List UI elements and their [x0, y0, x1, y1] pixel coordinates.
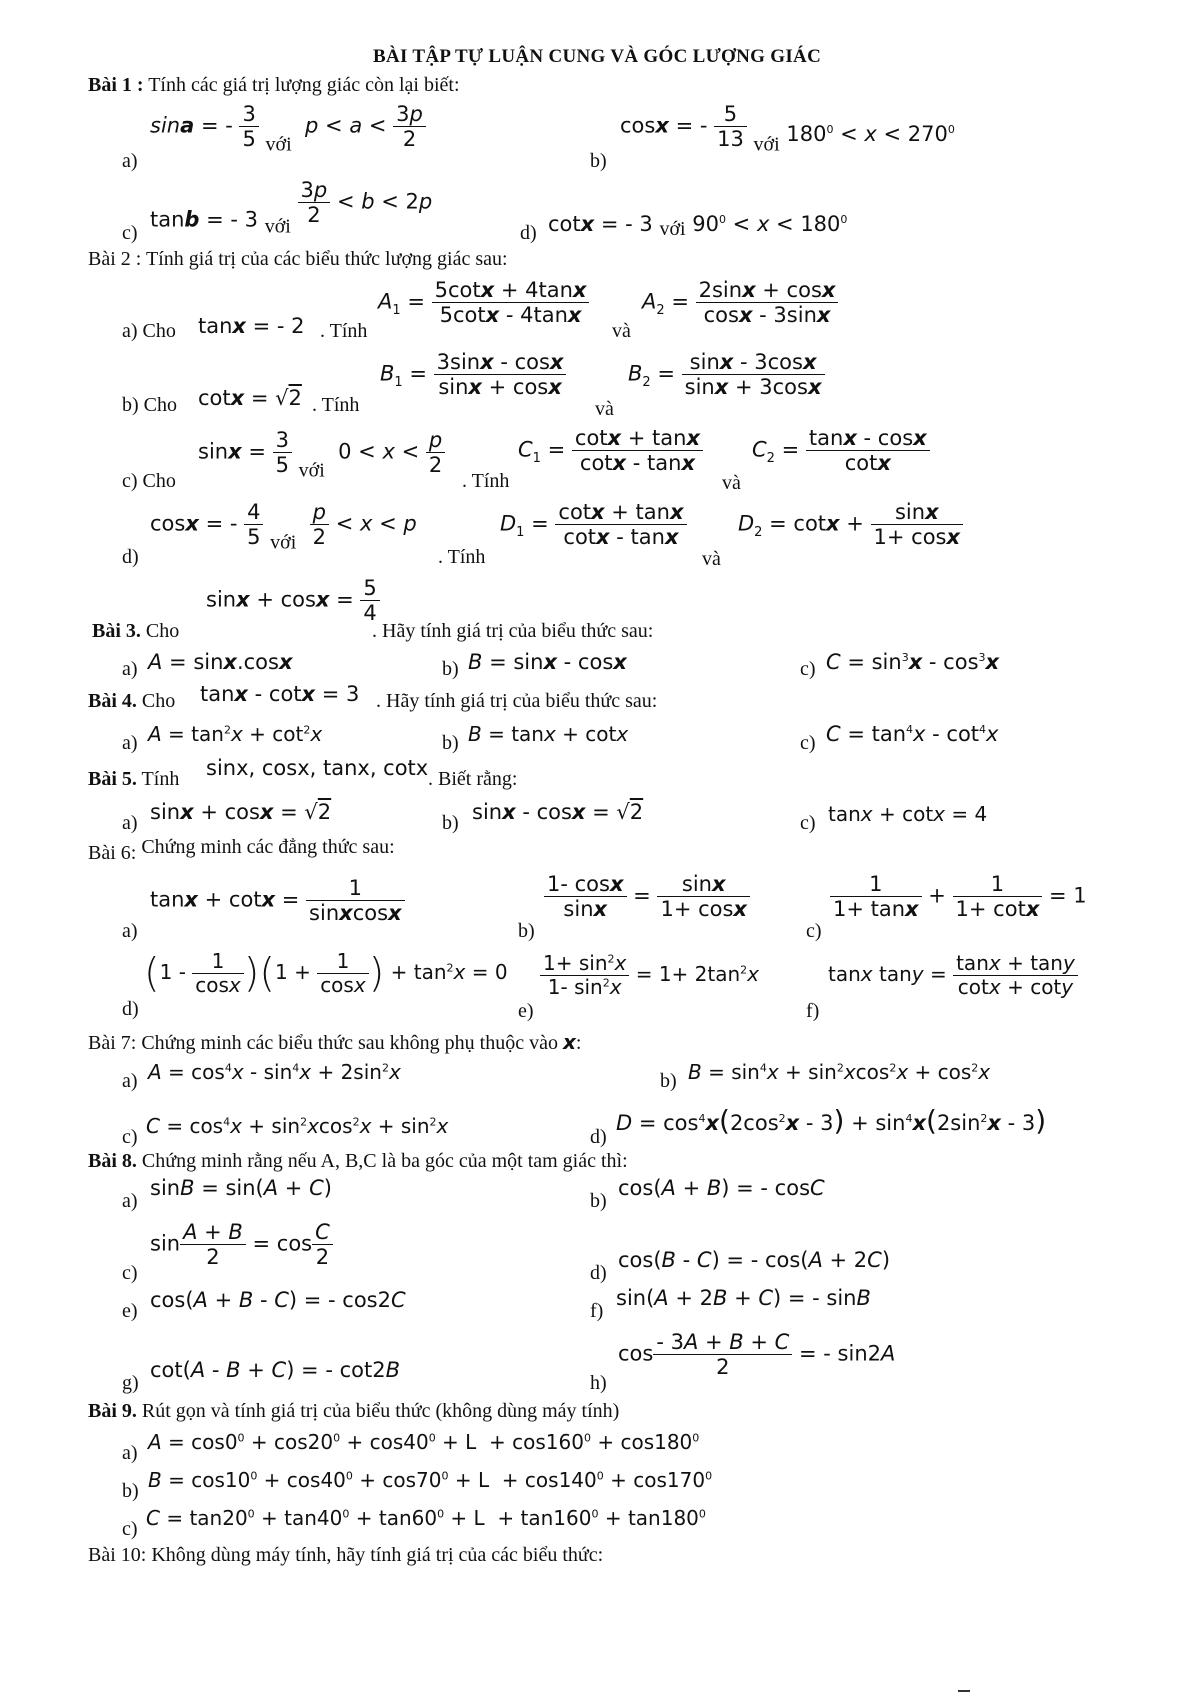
exercise-6-header	[88, 836, 395, 865]
ex8-b-label: b)	[590, 1190, 607, 1212]
ex3-c-label: c)	[800, 658, 816, 680]
ex6-c-expr: $\frac{1}{1+ \tan x}$ + $\frac{1}{1+ \cot x}$ = 1	[830, 872, 1087, 921]
ex3-b-expr: B = sinx - cosx	[468, 650, 627, 674]
ex4-c-label: c)	[800, 732, 816, 754]
ex4-a-label: a)	[122, 732, 138, 754]
exercise-9-header	[88, 1400, 619, 1423]
ex6-f-label: f)	[806, 1000, 820, 1022]
ex1-c-expr: tanb = - 3 với $\frac{3p}{2}$ < b < 2p	[150, 178, 433, 238]
exercise-8-heading: Bài 8.	[88, 1150, 137, 1172]
ex2-D2: $D_2 = \cot x$ + $\frac{\sin x}{1+ \cos x}$	[738, 500, 963, 549]
ex2-A1: $A_1$ = $\frac{5\cot x + 4\tan x}{5\cot x - 4\tan x}$	[378, 278, 589, 327]
exercise-9-text: Rút gọn và tính giá trị của biểu thức (không dùng máy tính)	[141, 1400, 620, 1422]
ex2-b-tinh: . Tính	[312, 394, 360, 416]
exercise-4-heading: Bài 4.	[88, 690, 137, 712]
exercise-7-header: Bài 7: Chứng minh các biểu thức sau không phụ thuộc vào x:	[88, 1030, 582, 1054]
ex8-a-expr: sinB = sin(A + C)	[150, 1176, 332, 1200]
ex9-b-expr: $B = \cos 10^0 + \cos 40^0 + \cos 70^0 + L + \cos 140^0 + \cos 170^0$	[148, 1468, 713, 1492]
exercise-8-header	[88, 1150, 628, 1173]
page-title: BÀI TẬP TỰ LUẬN CUNG VÀ GÓC LƯỢNG GIÁC	[373, 46, 822, 67]
exercise-8-text: Chứng minh rằng nếu A, B,C là ba góc của một tam giác thì:	[141, 1150, 628, 1172]
ex3-a-expr: A = sinx.cosx	[148, 650, 293, 674]
exercise-3-text: . Hãy tính giá trị của biểu thức sau:	[372, 620, 654, 642]
ex4-given: tanx - cotx = 3	[200, 682, 360, 706]
exercise-2-text: Tính giá trị của các biểu thức lượng giác sau:	[145, 248, 508, 270]
ex3-a-label: a)	[122, 658, 138, 680]
ex6-e-expr: $\frac{1+ \sin^2x}{1- \sin^2x}$ = $1+ 2\tan^2x$	[540, 952, 759, 999]
ex1-a-label: a)	[122, 150, 138, 172]
ex7-d-expr: $D = \cos^4x(2\cos^2x - 3) + \sin^4x(2\sin^2x - 3)$	[616, 1104, 1047, 1137]
ex6-b-label: b)	[518, 920, 535, 942]
ex9-c-expr: $C = \tan 20^0 + \tan 40^0 + \tan 60^0 + L + \tan 160^0 + \tan 180^0$	[146, 1506, 706, 1530]
ex1-b-label: b)	[590, 150, 607, 172]
ex9-c-label: c)	[122, 1518, 138, 1540]
exercise-5-heading: Bài 5.	[88, 768, 137, 790]
ex2-C1: $C_1$ = $\frac{\cot x + \tan x}{\cot x - \tan x}$	[518, 426, 703, 475]
exercise-9-heading: Bài 9.	[88, 1400, 137, 1422]
ex6-c-label: c)	[806, 920, 822, 942]
ex8-c-label: c)	[122, 1262, 138, 1284]
ex2-a-tinh: . Tính	[320, 320, 368, 342]
ex5-a-label: a)	[122, 812, 138, 834]
ex8-h-expr: cos $\frac{- 3A + B + C}{2}$ = - sin2A	[618, 1330, 896, 1380]
ex3-c-expr: $C = \sin^3x - \cos^3x$	[826, 650, 1000, 674]
ex6-d-label: d)	[122, 998, 139, 1020]
ex6-a-label: a)	[122, 920, 138, 942]
ex6-d-expr: (1 - $\frac{1}{\cos x}$ )(1 + $\frac{1}{\cos x}$ ) + $\tan^2x = 0$	[144, 949, 508, 997]
ex4-b-expr: B = tanx + cotx	[468, 722, 629, 746]
ex6-f-expr: tanx tany = $\frac{\tan x + \tan y}{\cot x + \cot y}$	[828, 952, 1078, 999]
ex8-g-expr: cot(A - B + C) = - cot2B	[150, 1358, 400, 1382]
ex8-d-label: d)	[590, 1262, 607, 1284]
ex5-what: sinx, cosx, tanx, cotx	[206, 756, 429, 780]
exercise-7-text: Chứng minh các biểu thức sau không phụ thuộc vào	[141, 1032, 558, 1054]
ex3-b-label: b)	[442, 658, 459, 680]
ex2-D1: $D_1$ = $\frac{\cot x + \tan x}{\cot x - \tan x}$	[500, 500, 687, 549]
ex2-d-given: cosx = - $\frac{4}{5}$ với $\frac{p}{2}$ < x < p	[150, 500, 417, 554]
ex2-b-va: và	[595, 398, 614, 420]
ex7-c-label: c)	[122, 1126, 138, 1148]
ex7-c-expr: $C = \cos^4x + \sin^2xcos^2x + \sin^2x$	[146, 1114, 449, 1138]
exercise-1-heading: Bài 1 :	[88, 74, 144, 96]
ex8-h-label: h)	[590, 1372, 607, 1394]
exercise-10-text: Không dùng máy tính, hãy tính giá trị của các biểu thức:	[151, 1544, 604, 1566]
ex7-d-label: d)	[590, 1126, 607, 1148]
ex8-f-label: f)	[590, 1300, 604, 1322]
ex8-f-expr: sin(A + 2B + C) = - sinB	[616, 1286, 871, 1310]
ex5-c-label: c)	[800, 812, 816, 834]
ex4-a-expr: $A = \tan^2x + \cot^2x$	[148, 722, 323, 746]
exercise-7-heading: Bài 7:	[88, 1032, 137, 1054]
ex6-b-expr: $\frac{1- \cos x}{\sin x}$ = $\frac{\sin x}{1+ \cos x}$	[544, 872, 750, 921]
exercise-1-text: Tính các giá trị lượng giác còn lại biết:	[148, 74, 460, 96]
ex8-c-expr: sin $\frac{A + B}{2}$ = cos $\frac{C}{2}$	[150, 1220, 333, 1269]
ex1-b-expr: cosx = - $\frac{5}{13}$ với $180^0 < x < 270^0$	[620, 102, 955, 156]
ex7-b-expr: $B = \sin^4x + \sin^2xcos^2x + \cos^2x$	[688, 1060, 991, 1084]
ex5-a-expr: sinx + cosx = √2	[150, 800, 332, 824]
exercise-5-header: Bài 5. Tính	[88, 768, 180, 790]
ex8-a-label: a)	[122, 1190, 138, 1212]
ex9-b-label: b)	[122, 1480, 139, 1502]
ex2-c-tinh: . Tính	[462, 470, 510, 492]
ex1-d-label: d)	[520, 222, 537, 244]
ex2-B2: $B_2$ = $\frac{\sin x - 3\cos x}{\sin x + 3\cos x}$	[628, 350, 825, 399]
exercise-3-heading: Bài 3.	[92, 620, 141, 642]
ex2-A2: $A_2$ = $\frac{2\sin x + \cos x}{\cos x - 3\sin x}$	[642, 278, 838, 327]
ex2-a-va: và	[612, 320, 631, 342]
exercise-4-header: Bài 4. Cho	[88, 690, 176, 712]
ex2-c-given: sinx = $\frac{3}{5}$ với 0 < x < $\frac{p}{2}$	[198, 428, 445, 483]
exercise-4-text: . Hãy tính giá trị của biểu thức sau:	[376, 690, 658, 712]
exercise-6-heading: Bài 6:	[88, 842, 137, 864]
ex9-a-label: a)	[122, 1442, 138, 1464]
exercise-10-header	[88, 1544, 603, 1567]
exercise-6-text: Chứng minh các đẳng thức sau:	[141, 836, 395, 858]
ex2-b-given: cotx = √2	[198, 386, 302, 410]
exercise-10-heading: Bài 10:	[88, 1544, 147, 1566]
ex7-a-expr: $A = \cos^4x - \sin^4x + 2\sin^2x$	[148, 1060, 401, 1084]
exercise-2-header	[88, 248, 508, 271]
ex5-b-label: b)	[442, 812, 459, 834]
ex8-e-label: e)	[122, 1300, 138, 1322]
exercise-2-heading: Bài 2 :	[88, 248, 142, 270]
ex7-a-label: a)	[122, 1070, 138, 1092]
ex2-B1: $B_1$ = $\frac{3\sin x - \cos x}{\sin x + \cos x}$	[380, 350, 566, 399]
exercise-5-text: . Biết rằng:	[428, 768, 518, 790]
ex3-given: sinx + cosx = $\frac{5}{4}$	[206, 576, 380, 625]
ex8-b-expr: cos(A + B) = - cosC	[618, 1176, 825, 1200]
exercise-3-header: Bài 3. Cho	[92, 620, 180, 642]
ex2-d-va: và	[702, 548, 721, 570]
ex4-c-expr: $C = \tan^4x - \cot^4x$	[826, 722, 999, 746]
ex8-e-expr: cos(A + B - C) = - cos2C	[150, 1288, 406, 1312]
ex6-a-expr: tanx + cotx = $\frac{1}{\text{sinxcosx}}$	[150, 876, 405, 925]
page-corner-mark	[958, 1690, 970, 1692]
ex6-e-label: e)	[518, 1000, 534, 1022]
ex4-b-label: b)	[442, 732, 459, 754]
ex5-b-expr: sinx - cosx = √2	[472, 800, 644, 824]
ex5-c-expr: tanx + cotx = 4	[828, 802, 988, 826]
ex2-d-label: d)	[122, 546, 139, 568]
ex2-C2: $C_2$ = $\frac{\tan x - \cos x}{\cot x}$	[752, 426, 930, 475]
ex7-b-label: b)	[660, 1070, 677, 1092]
ex2-c-label: c) Cho	[122, 470, 176, 492]
ex1-d-expr: cotx = - 3 với $90^0 < x < 180^0$	[548, 212, 848, 240]
ex8-g-label: g)	[122, 1372, 139, 1394]
ex9-a-expr: $A = \cos 0^0 + \cos 20^0 + \cos 40^0 + L + \cos 160^0 + \cos 180^0$	[148, 1430, 700, 1454]
ex1-c-label: c)	[122, 222, 138, 244]
exercise-1-header	[88, 74, 460, 97]
ex2-d-tinh: . Tính	[438, 546, 486, 568]
ex2-a-label: a) Cho	[122, 320, 176, 342]
ex2-a-given: tanx = - 2	[198, 314, 305, 338]
ex2-c-va: và	[722, 472, 741, 494]
ex8-d-expr: cos(B - C) = - cos(A + 2C)	[618, 1248, 891, 1272]
ex2-b-label: b) Cho	[122, 394, 178, 416]
ex1-a-expr: sina = - $\frac{3}{5}$ với p < a < $\frac{3p}{2}$	[150, 102, 426, 157]
